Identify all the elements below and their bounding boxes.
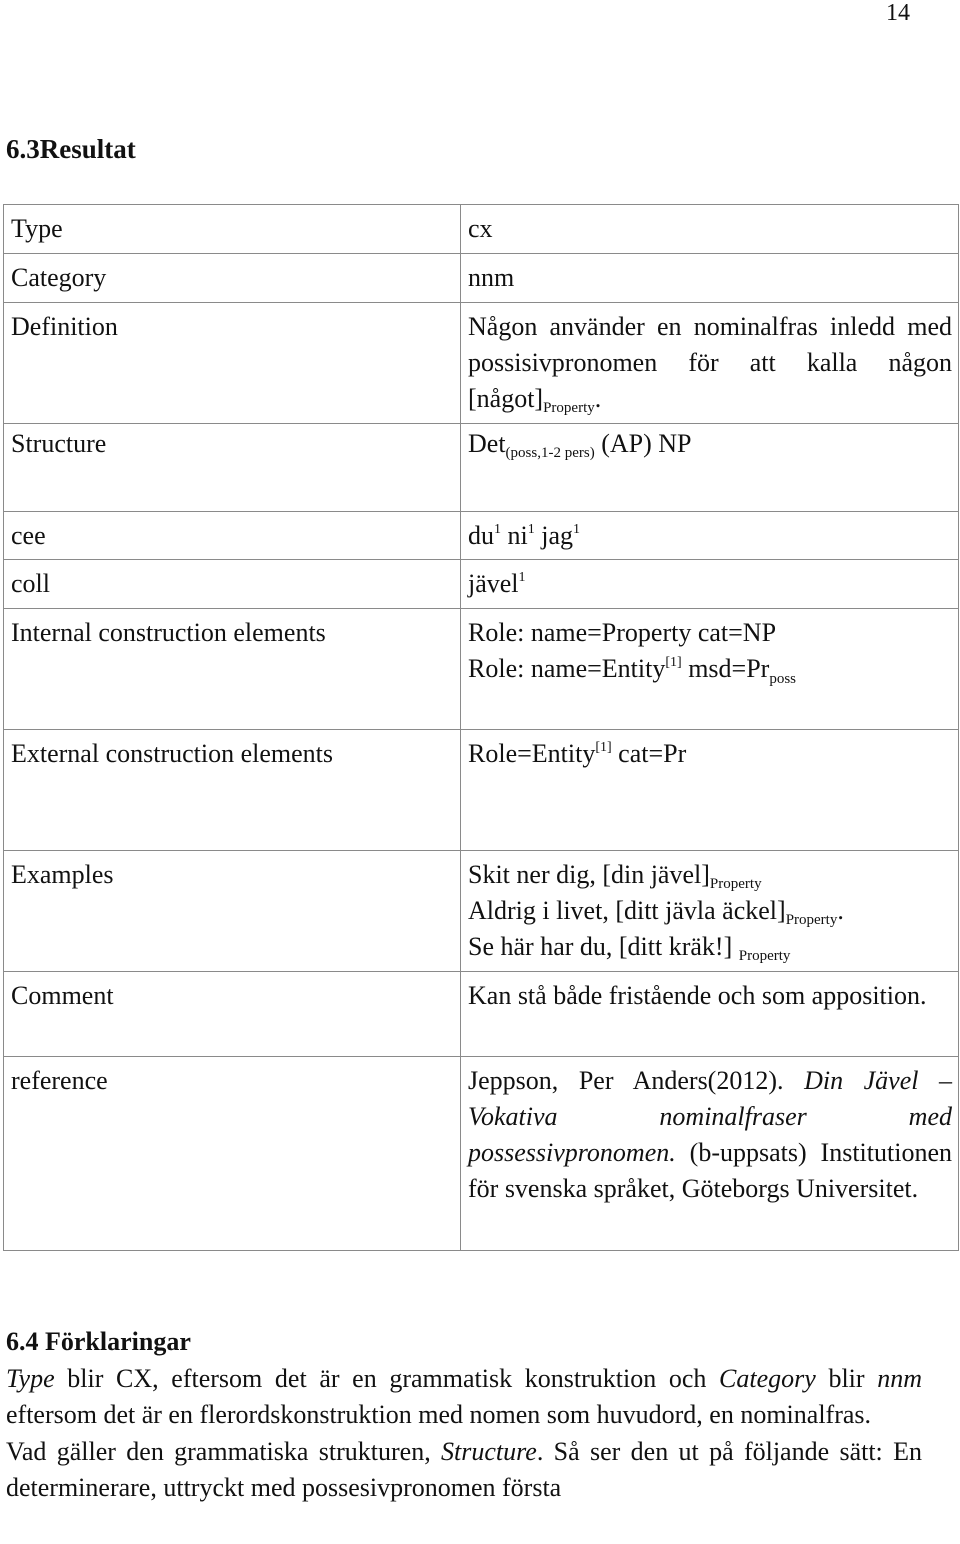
- definition-label: Definition: [4, 303, 461, 424]
- page-number: 14: [886, 0, 910, 26]
- row-examples: [4, 851, 959, 972]
- example-1: Skit ner dig, [din $jävel]_{Property}$: [468, 860, 762, 892]
- type-label: Type: [4, 205, 461, 254]
- category-value: nnm: [461, 254, 959, 303]
- section-heading: 6.3Resultat: [6, 134, 136, 164]
- external-label: External construction elements: [4, 730, 461, 851]
- internal-label: Internal construction elements: [4, 609, 461, 730]
- reference-value: Jeppson, Per Anders(2012). Din Jävel – Vokativa nominalfraser med possessivpronomen. (b-uppsats) Institutionen för svenska språket, Göteborgs Universitet.: [461, 1057, 959, 1251]
- explanations-section: [6, 1324, 922, 1507]
- reference-label: reference: [4, 1057, 461, 1251]
- structure-label: Structure: [4, 424, 461, 512]
- examples-value: [461, 851, 959, 972]
- paragraph-2: Vad gäller den grammatiska strukturen, Structure. Så ser den ut på följande sätt: En determinerare, uttryckt med possesivpronomen första: [6, 1436, 922, 1502]
- row-coll: [4, 560, 959, 609]
- paragraph-1: Type blir CX, eftersom det är en grammatisk konstruktion och Category blir nnm eftersom det är en flerordskonstruktion med nomen som huvudord, en nominalfras.: [6, 1363, 922, 1429]
- property-subscript: Property: [543, 400, 595, 416]
- external-value: Role=Entity[1] cat=Pr: [461, 730, 959, 851]
- section-heading-2: 6.4 Förklaringar: [6, 1327, 191, 1356]
- example-2: Aldrig i livet, [ditt jävla $äckel]_{Property}$.: [468, 896, 844, 928]
- examples-label: Examples: [4, 851, 461, 972]
- row-external: [4, 730, 959, 851]
- row-internal: [4, 609, 959, 730]
- row-category: [4, 254, 959, 303]
- construction-table: [3, 204, 959, 1251]
- row-type: [4, 205, 959, 254]
- coll-label: coll: [4, 560, 461, 609]
- row-structure: [4, 424, 959, 512]
- coll-value: jävel$^1$: [461, 560, 959, 609]
- cee-label: cee: [4, 512, 461, 560]
- row-definition: [4, 303, 959, 424]
- row-cee: [4, 512, 959, 560]
- comment-value: Kan stå både fristående och som apposition.: [461, 972, 959, 1057]
- comment-label: Comment: [4, 972, 461, 1057]
- structure-subscript: (poss,1-2 pers): [505, 445, 595, 461]
- structure-value: Det$_{(poss,1-2 pers)}$ (AP) NP: [461, 424, 959, 512]
- internal-value: Role: name=Property cat=NP Role: name=Entity[1] $msd=Pr_{poss}$: [461, 609, 959, 730]
- row-comment: [4, 972, 959, 1057]
- row-reference: [4, 1057, 959, 1251]
- category-label: Category: [4, 254, 461, 303]
- type-value: cx: [461, 205, 959, 254]
- definition-value: Någon använder en nominalfras inledd med possisivpronomen för att kalla någon $[något]_{Property}$.: [461, 303, 959, 424]
- cee-value: $du^1$ $ni^1$ jag$^1$: [461, 512, 959, 560]
- example-3: Se här har du, [ditt kräk!] $_{Property}$: [468, 932, 791, 964]
